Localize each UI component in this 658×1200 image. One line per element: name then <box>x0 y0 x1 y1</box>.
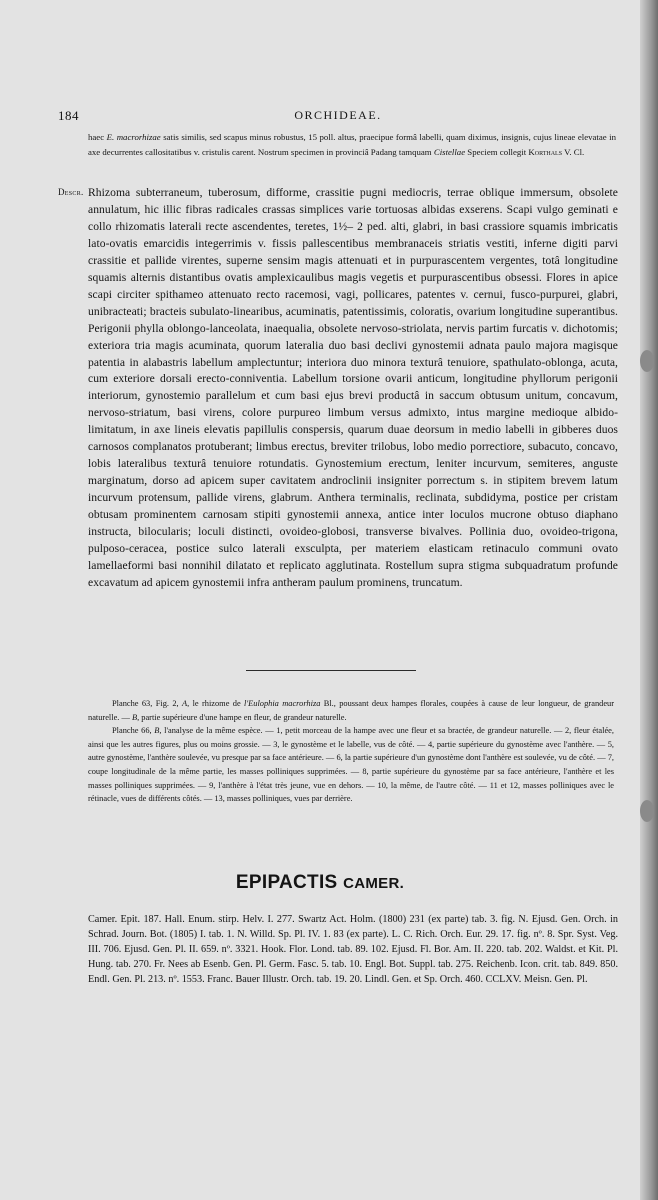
figure-letter: B <box>131 712 138 722</box>
plate-species-name: l'Eulophia macrorhiza <box>244 699 321 708</box>
remark-collector: Korthals <box>528 146 563 157</box>
figure-letter: B <box>154 726 160 736</box>
plate-text: Planche 66, <box>112 726 155 736</box>
remark-text-1: haec <box>88 132 107 142</box>
figure-letter: A <box>181 699 188 708</box>
scan-blemish <box>640 800 654 822</box>
plate-text: , partie supérieure d'une hampe en fleur, de grandeur naturelle. <box>137 712 347 722</box>
plate-63-caption <box>88 697 614 724</box>
species-remark <box>88 130 616 159</box>
genus-name: EPIPACTIS <box>235 872 338 893</box>
plate-text: Bl., poussant deux hampes florales, coupées à cause de leur longueur, de grandeur naturelle. — <box>88 699 615 722</box>
plate-text: , l'analyse de la même espèce. — 1, petit morceau de la hampe avec une fleur et sa bractée, de grandeur naturelle. — 2, fleur étalée, ainsi que les autres figures, plus ou moins grossie. — 3, le gynostème et le labelle, vus de côté. — 4, partie supérieure du gynostème avec l'anthère. — 5, autre gynostème, l'anthère soulevée, vu presque par sa face antérieure. — 6, la partie supérieure d'un gynostème dont l'anthère est soulevée, vu de côté. — 7, coupe longitudinale de la même partie, les masses polliniques supprimées. — 8, partie supérieure du gynostème par sa face antérieure, l'anthère et les masses polliniques supprimées. — 9, l'anthère à l'état très jeune, vue en dehors. — 10, la même, de l'autre côté. — 11 et 12, masses polliniques avec le rétinacle, vues de différents côtés. — 13, masses polliniques, vues par derrière. <box>88 726 614 804</box>
plate-66-caption <box>88 724 614 806</box>
remark-text-4: V. Cl. <box>562 146 585 157</box>
genus-author: CAMER. <box>343 875 405 892</box>
remark-text-2: satis similis, sed scapus minus robustus, 15 poll. altus, praecipue formâ labelli, quam diximus, insignis, cujus lineae elevatae in axe decurrentes callositatibus v. cristulis carent. Nostrum specimen in provinciâ Padang tamquam <box>88 132 616 157</box>
species-description: Rhizoma subterraneum, tuberosum, difforme, crassitie pugni mediocris, terrae oblique immersum, obsolete annulatum, hic illic fibras radicales crassas simplices varie tortuosas albidas exserens. Scapi vulgo geminati e collo rhizomatis laterali recte ascendentes, teretes, 1½– 2 ped. alti, glabri, in basi crassiore squamis imbricatis lato-ovatis emarcidis integerrimis v. fissis pallescentibus membranaceis striatis vestiti, inferne digiti parvi crassitie et pallide virentes, superne sensim magis attenuati et in purpurascentem vergentes, totâ longitudine squamis alternis distantibus ovatis amplexicaulibus magis vegetis et purpurascentibus obsessi. Flores in apice scapi circiter spithameo attenuato recto racemosi, vagi, pollicares, patentes v. cernui, fusco-purpurei, glabri, unibracteati; bracteis subulato-linearibus, acuminatis, patentissimis, coloratis, ovarium longitudine superantibus. Perigonii phylla oblongo-lanceolata, inaequalia, obsolete nervoso-striolata, nervis partim furcatis v. dichotomis; exteriora tria magis acuminata, quorum lateralia duo basi declivi gynostemii adnata paulo majora magisque patentia in alabastris labellum amplectuntur; interiora duo minora texturâ tenuiore, spathulato-oblonga, acuta, cum exteriore dorsali erecto-conniventia. Labellum torsione ovarii anticum, longitudine phyllorum perigonii interiorum, gynostemio parallelum et cum basi ejus brevi productâ in saccum obtusum unitum, concavum, nervoso-striatum, basi virens, colore purpureo limbum versus admixto, intus margine medioque albido-limitatum, in axe lineis elevatis papillulis conspersis, quarum duae deorsum in medio labelli in gibberes duos carnosos complanatos protuberant; limbus erectus, breviter trilobus, lobo medio porrectiore, subacuto, concavo, lobis lateralibus texturâ tenuiore rotundatis. Gynostemium erectum, leniter incurvum, semiteres, anguste marginatum, dorso ad apicem super cavitatem androclinii insigniter porrectum s. in stipitem brevem latum incurvum protensum, pallide virens, glabrum. Anthera terminalis, reclinata, subdidyma, postice per cristam obtusam prominentem carnosam stipiti gynostemii annexa, antice inter loculos mucrone obtuso diaphano instructa, bilocularis; loculi distincti, ovoideo-globosi, transverse bivalves. Pollinia duo, ovoideo-trigona, pulposo-ceracea, postice sulco laterali exsculpta, per materiem elasticam retinaculo communi ovato lamellaeformi basi nonnihil dilatato et replicato agglutinata. Rostellum supra stigma subquadratum profunde excavatum ad apicem gynostemii infra antheram paulum prominens, truncatum. <box>88 186 618 589</box>
page-number: 184 <box>58 108 79 123</box>
description-label: Descr. <box>58 187 84 197</box>
scan-blemish <box>640 350 654 372</box>
remark-species: E. macrorhizae <box>106 132 161 142</box>
plate-text: , le rhizome de <box>187 699 245 708</box>
genus-heading <box>0 872 640 894</box>
remark-genus: Cistellae <box>433 146 466 157</box>
section-divider <box>246 670 416 671</box>
plate-explanations <box>88 697 614 806</box>
running-head <box>58 108 618 126</box>
bibliographic-references: Camer. Epit. 187. Hall. Enum. stirp. Helv. I. 277. Swartz Act. Holm. (1800) 231 (ex parte) tab. 3. fig. N. Ejusd. Gen. Orch. in Schrad. Journ. Bot. (1805) I. tab. 1. N. Willd. Sp. Pl. IV. 1. 83 (ex parte). L. C. Rich. Orch. Eur. 29. 17. fig. nº. 8. Spr. Syst. Veg. III. 706. Ejusd. Gen. Pl. II. 659. nº. 3321. Hook. Flor. Lond. tab. 89. 102. Ejusd. Fl. Bor. Am. II. 220. tab. 202. Waldst. et Kit. Pl. Hung. tab. 270. Fr. Nees ab Esenb. Gen. Pl. Germ. Fasc. 5. tab. 10. Engl. Bot. Suppl. tab. 275. Reichenb. Icon. crit. tab. 849. 850. Endl. Gen. Pl. 213. nº. 1553. Franc. Bauer Illustr. Orch. tab. 19. 20. Lindl. Gen. et Sp. Orch. 460. CCLXV. Meisn. Gen. Pl. <box>88 914 618 985</box>
running-title: ORCHIDEAE. <box>294 108 382 122</box>
remark-text-3: Speciem collegit <box>465 146 529 157</box>
plate-text: Planche 63, Fig. 2, <box>112 699 182 708</box>
page-edge-shadow <box>640 0 658 1200</box>
